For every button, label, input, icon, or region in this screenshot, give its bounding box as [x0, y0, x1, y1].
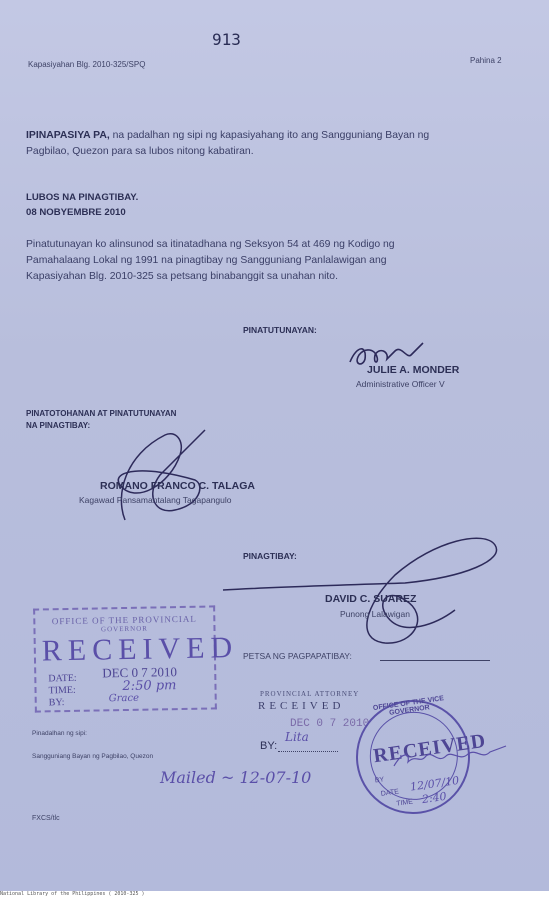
attested-label-2: NA PINAGTIBAY:	[26, 421, 91, 430]
stamp-by-value: Grace	[108, 692, 140, 705]
stamp-date-label: DATE:	[48, 672, 77, 685]
library-footer: National Library of the Philippines ( 2010-325 )	[0, 891, 549, 900]
certified-title: Administrative Officer V	[356, 379, 445, 389]
talaga-signature	[105, 425, 215, 525]
copy-to-recipient: Sangguniang Bayan ng Pagbilao, Quezon	[32, 753, 154, 760]
stamp-date-value: DEC 0 7 2010	[102, 664, 178, 681]
seal-time-value: 2:40	[421, 789, 448, 807]
document-initials: FXCS/tlc	[32, 815, 60, 822]
cert-line-3: Kapasiyahan Blg. 2010-325 sa petsang binabanggit sa unahan nito.	[26, 271, 338, 282]
stamp-office: OFFICE OF THE PROVINCIAL	[51, 613, 197, 627]
page-number: 913	[212, 30, 241, 49]
attested-name: ROMANO FRANCO C. TALAGA	[100, 480, 255, 492]
seal-date-value: 12/07/10	[409, 773, 461, 794]
stamp-by-label: BY:	[48, 697, 65, 709]
approved-title: Punong Lalawigan	[340, 609, 410, 619]
approved-name: DAVID C. SUAREZ	[325, 593, 417, 605]
attorney-by-label: BY:	[260, 740, 278, 752]
resolved-lead: IPINAPASIYA PA,	[26, 130, 110, 141]
seal-time-label: TIME	[395, 798, 414, 808]
stamp-time-label: TIME:	[48, 684, 76, 697]
approved-date: 08 NOBYEMBRE 2010	[26, 207, 126, 218]
resolved-line-1: na padalhan ng sipi ng kapasiyahang ito ang Sangguniang Bayan ng	[109, 130, 430, 141]
cert-line-2: Pamahalaang Lokal ng 1991 na pinagtibay ng Sangguniang Panlalawigan ang	[26, 255, 387, 266]
seal-by-label: BY	[374, 776, 385, 785]
attorney-by-value: Lita	[285, 730, 309, 744]
seal-date-label: DATE	[380, 788, 400, 798]
certification-paragraph	[26, 237, 526, 285]
page-label: Pahina 2	[470, 56, 502, 65]
stamp-time-value: 2:50 pm	[122, 678, 177, 695]
copy-to-label: Pinadalhan ng sipi:	[32, 730, 87, 737]
attested-label-1: PINATOTOHANAN AT PINATUTUNAYAN	[26, 409, 177, 418]
attorney-by-line	[278, 751, 338, 752]
attorney-received: RECEIVED	[258, 700, 345, 712]
handwritten-mailed-note: Mailed ~ 12-07-10	[160, 768, 312, 787]
certified-name: JULIE A. MONDER	[367, 364, 460, 376]
attested-title: Kagawad Pansamantalang Tagapangulo	[79, 495, 232, 505]
approval-date-label: PETSA NG PAGPAPATIBAY:	[243, 651, 352, 661]
seal-received: RECEIVED	[372, 729, 488, 768]
seal-handwritten-signature	[390, 742, 510, 774]
approved-heading: LUBOS NA PINAGTIBAY.	[26, 192, 139, 203]
stamp-received-text: RECEIVED	[41, 631, 239, 668]
stamp-office-2: GOVERNOR	[100, 624, 148, 634]
certified-label: PINATUTUNAYAN:	[243, 325, 317, 335]
resolved-line-2: Pagbilao, Quezon para sa lubos nitong kabatiran.	[26, 146, 254, 157]
resolution-reference: Kapasiyahan Blg. 2010-325/SPQ	[28, 60, 146, 69]
resolved-paragraph	[26, 128, 526, 160]
approved-label: PINAGTIBAY:	[243, 551, 297, 561]
seal-office-text: OFFICE OF THE VICE GOVERNOR	[372, 695, 445, 717]
cert-line-1: Pinatutunayan ko alinsunod sa itinatadhana ng Seksyon 54 at 469 ng Kodigo ng	[26, 239, 395, 250]
attorney-date: DEC 0 7 2010	[290, 718, 370, 730]
suarez-signature	[215, 525, 515, 655]
received-stamp-governor	[33, 605, 239, 712]
approval-date-line	[380, 660, 490, 661]
attorney-office: PROVINCIAL ATTORNEY	[260, 690, 360, 698]
